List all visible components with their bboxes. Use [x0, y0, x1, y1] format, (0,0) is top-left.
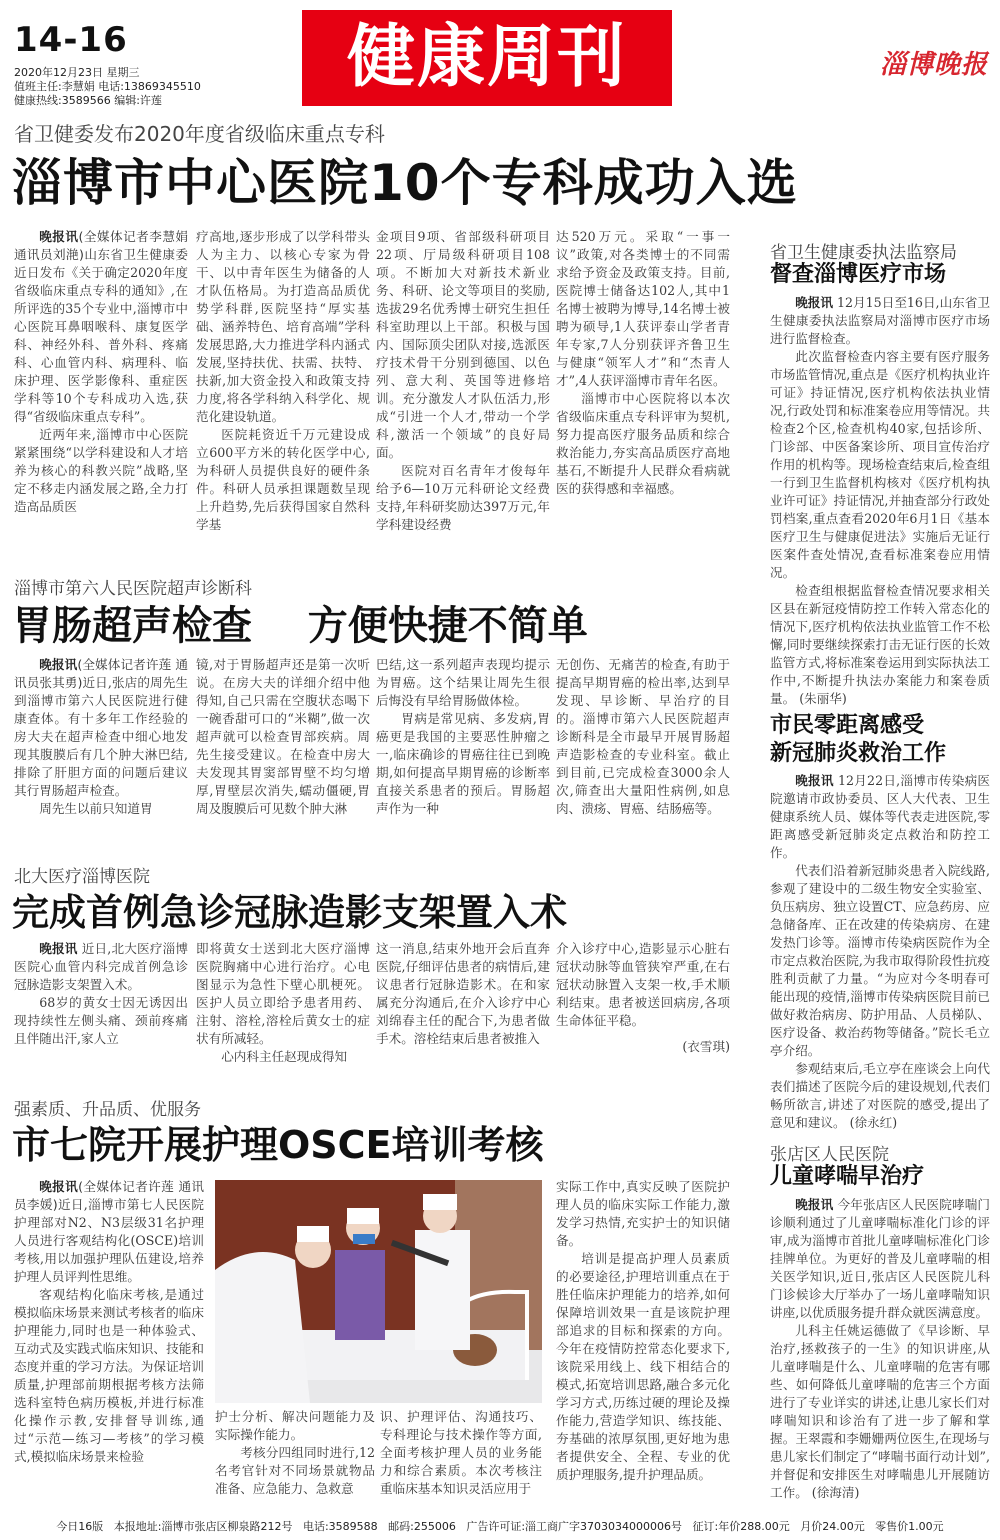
footer-info: 今日16版 本报地址:淄博市张店区柳泉路212号 电话:3589588 邮码:255006 广告许可证:淄工商广字3703034000006号 征订:年价288.00元 月价24.00元 零售价1.00元 [56, 1520, 944, 1533]
sidebar3-headline: 儿童哮喘早治疗 [770, 1164, 925, 1189]
hotline: 健康热线:3589566 编辑:许莲 [14, 94, 162, 107]
sidebar2-signature: (徐永红) [849, 1115, 898, 1130]
sidebar2-body: 晚报讯 12月22日,淄博市传染病医院邀请市政协委员、区人大代表、卫生健康系统人员、媒体等代表走进医院,零距离感受新冠肺炎定点救治和防控工作。 代表们沿着新冠肺炎患者入院线路,参观了建设中的二级生物安全实验室、负压病房、独立设置CT、应急药房、应急储备库、正在改建的传染病房、在建发热门诊等。淄博市传染病医院作为全市定点救治医院,为我市取得阶段性抗疫胜利贡献了力量。“为应对今冬明春可能出现的疫情,淄博市传染病医院目前已做好救治病房、防护用品、人员梯队、医疗设备、救治药物等储备。”院长毛立亭介绍。 参观结束后,毛立亭在座谈会上向代表们描述了医院今后的建设规划,代表们畅所欲言,讲述了对医院的感受,提出了意见和建议。 (徐永红) [770, 773, 990, 1130]
sidebar3-kicker: 张店区人民医院 [770, 1145, 889, 1165]
article1-kicker: 省卫健委发布2020年度省级临床重点专科 [14, 122, 385, 146]
byline: (全媒体记者李慧娟 通讯员刘滟) [14, 229, 188, 262]
article4-headline: 市七院开展护理OSCE培训考核 [12, 1123, 544, 1167]
newspaper-logo: 淄博晚报 [880, 50, 989, 80]
article3-kicker: 北大医疗淄博医院 [14, 867, 150, 887]
page-range: 14-16 [14, 20, 128, 60]
article2-kicker: 淄博市第六人民医院超声诊断科 [14, 579, 252, 599]
article3-column-4: 介入诊疗中心,造影显示心脏右冠状动脉等血管狭窄严重,在右冠状动脉置入支架一枚,手术顺利结束。患者被送回病房,各项生命体征平稳。 (衣雪琪) [556, 941, 730, 1054]
article3-column-2: 即将黄女士送到北大医疗淄博医院胸痛中心进行治疗。心电图显示为急性下壁心肌梗死。医护人员立即给予患者用药、注射、溶栓,溶栓后黄女士的症状有所减轻。 心内科主任赵现成得知 [196, 941, 370, 1064]
article4-column-4: 实际工作中,真实反映了医院护理人员的临床实际工作能力,激发学习热情,充实护士的知识储备。 培训是提高护理人员素质的必要途径,护理培训重点在于胜任临床护理能力的培养,如何保障培训效果一直是该院护理部追求的目标和探索的方向。今年在疫情防控常态化要求下,该院采用线上、线下相结合的模式,拓宽培训思路,融合多元化学习方式,历练过硬的理论及操作能力,营造学知识、练技能、夯基础的浓厚氛围,更好地为患者提供安全、全程、专业的优质护理服务,提升护理品质。 [556, 1179, 730, 1482]
sidebar1-kicker: 省卫生健康委执法监察局 [770, 243, 957, 263]
article4-column-2: 护士分析、解决问题能力及实际操作能力。 考核分四组同时进行,12名考官针对不同场景就物品准备、应急能力、急救意 [215, 1409, 375, 1496]
article3-headline: 完成首例急诊冠脉造影支架置入术 [12, 891, 567, 934]
photo-illustration [215, 1180, 542, 1403]
article2-column-1: 晚报讯(全媒体记者许莲 通讯员张其勇)近日,张店的周先生到淄博市第六人民医院进行健康查体。有十多年工作经验的房大夫在超声检查中细心地发现其腹膜后有几个肿大淋巴结,排除了肝胆方面的问题后建议其行胃肠超声检查。 周先生以前只知道胃 [14, 657, 188, 816]
article2-column-3: 巴结,这一系列超声表现均提示为胃癌。这个结果让周先生很后悔没有早给胃肠做体检。 胃病是常见病、多发病,胃癌更是我国的主要恶性肿瘤之一,临床确诊的胃癌往往已到晚期,如何提高早期胃癌的诊断率直接关系患者的预后。胃肠超声作为一种 [376, 657, 550, 816]
article3-column-1: 晚报讯 近日,北大医疗淄博医院心血管内科完成首例急诊冠脉造影支架置入术。 68岁的黄女士因无诱因出现持续性左侧头痛、颈前疼痛且伴随出汗,家人立 [14, 941, 188, 1046]
article2-column-4: 无创伤、无痛苦的检查,有助于提高早期胃癌的检出率,达到早发现、早诊断、早治疗的目的。淄博市第六人民医院超声诊断科是全市最早开展胃肠超声造影检查的专业科室。截止到目前,已完成检查3000余人次,筛查出大量阳性病例,如息肉、溃疡、胃癌、结肠癌等。 [556, 657, 730, 816]
article2-headline: 胃肠超声检查 方便快捷不简单 [12, 603, 588, 649]
article1-column-1: 晚报讯(全媒体记者李慧娟 通讯员刘滟)山东省卫生健康委近日发布《关于确定2020年度省级临床重点专科的通知》,在所评选的35个专业中,淄博市中心医院耳鼻咽喉科、康复医学科、神经外科、普外科、疼痛科、心血管内科、病理科、临床护理、医学影像科、重症医学科等10个专科成功入选,获得“省级临床重点专科”。 近两年来,淄博市中心医院紧紧围绕“以学科建设和人才培养为核心的科教兴院”战略,坚定不移走内涵发展之路,全力打造高品质医 [14, 229, 189, 514]
lead-tag: 晚报讯 [39, 229, 79, 244]
article3-column-3: 这一消息,结束外地开会后直奔医院,仔细评估患者的病情后,建议患者行冠脉造影术。在和家属充分沟通后,在介入诊疗中心刘绵春主任的配合下,为患者做手术。溶栓结束后患者被推入 [376, 941, 550, 1046]
nurses-training-photo [215, 1180, 542, 1403]
sidebar1-headline: 督查淄博医疗市场 [770, 262, 947, 287]
article2-column-2: 镜,对于胃肠超声还是第一次听说。在房大夫的详细介绍中他得知,自己只需在空腹状态喝下一碗香甜可口的“米糊”,做一次超声就可以检查胃部疾病。周先生接受建议。在检查中房大夫发现其胃窦部胃壁不均匀增厚,胃壁层次消失,蠕动僵硬,胃周及腹膜后可见数个肿大淋 [196, 657, 370, 816]
article1-column-2: 疗高地,逐步形成了以学科带头人为主力、以核心专家为骨干、以中青年医生为储备的人才队伍格局。为打造高品质优势学科群,医院坚持“厚实基础、涵养特色、培育高端”学科发展思路,大力推进学科内涵式发展,坚持扶优、扶需、扶特、扶新,加大资金投入和政策支持力度,将各学科纳入科学化、规范化建设轨道。 医院耗资近千万元建设成立600平方米的转化医学中心,为科研人员提供良好的硬件条件。科研人员承担课题数呈现上升趋势,先后获得国家自然科学基 [196, 229, 370, 532]
sidebar3-body: 晚报讯 今年张店区人民医院哮喘门诊顺利通过了儿童哮喘标准化门诊的评审,成为淄博市首批儿童哮喘标准化门诊挂牌单位。为更好的普及儿童哮喘的相关医学知识,近日,张店区人民医院儿科门诊候诊大厅举办了一场儿童哮喘知识讲座,以优质服务提升群众就医满意度。 儿科主任姚运德做了《早诊断、早治疗,拯救孩子的一生》的知识讲座,从儿童哮喘是什么、儿童哮喘的危害有哪些、如何降低儿童哮喘的危害三个方面进行了专业详实的讲述,让患儿家长们对哮喘知识和诊治有了进一步了解和掌握。王翠霞和李姗姗两位医生,在现场与患儿家长们制定了“哮喘书面行动计划”,并督促和安排医生对哮喘患儿开展随访工作。 (徐海清) [770, 1197, 991, 1500]
duty-editor: 值班主任:李慧娟 电话:13869345510 [14, 80, 201, 93]
sidebar3-signature: (徐海清) [811, 1485, 860, 1500]
article1-column-3: 金项目9项、省部级科研项目22项、厅局级科研项目108项。不断加大对新技术新业务、科研、论文等项目的奖励,选拔29名优秀博士研究生担任科室助理以上干部。积极与国内、国际顶尖团队对接,选派医疗技术骨干分别到德国、以色列、意大利、英国等进修培训。充分激发人才队伍活力,形成“引进一个人才,带动一个学科,激活一个领域”的良好局面。 医院对百名青年才俊每年给予6—10万元科研论文经费支持,年科研奖励达397万元,年学科建设经费 [376, 229, 550, 532]
edition-info [14, 66, 201, 108]
article4-kicker: 强素质、升品质、优服务 [14, 1100, 201, 1120]
article4-column-1: 晚报讯(全媒体记者许莲 通讯员李媛)近日,淄博市第七人民医院护理部对N2、N3层级31名护理人员进行客观结构化(OSCE)培训考核,用以加强护理队伍建设,培养护理人员评判性思维。 客观结构化临床考核,是通过模拟临床场景来测试考核者的临床护理能力,同时也是一种体验式、互动式及实践式临床知识、技能和态度并重的学习方法。为保证培训质量,护理部前期根据考核方法筛选科室特色病历模板,并进行标准化操作示教,安排督导训练,通过“示范—练习—考核”的学习模式,模拟临床场景来检验 [14, 1179, 205, 1464]
issue-date: 2020年12月23日 星期三 [14, 66, 140, 79]
sidebar1-signature: (朱丽华) [799, 691, 847, 706]
article1-headline: 淄博市中心医院10个专科成功入选 [12, 154, 798, 212]
section-banner: 健康周刊 [302, 10, 672, 106]
sidebar1-body: 晚报讯 12月15日至16日,山东省卫生健康委执法监察局对淄博市医疗市场进行监督检查。 此次监督检查内容主要有医疗服务市场监管情况,重点是《医疗机构执业许可证》持证情况,医疗机构依法执业情况,行政处罚和标准案卷应用等情况。共检查2个区,检查机构40家,包括诊所、门诊部、中医备案诊所、项目宣传治疗作用的机构等。现场检查结束后,检查组一行到卫生监督机构核对《医疗机构执业许可证》持证情况,并抽查部分行政处罚档案,重点查看2020年6月1日《基本医疗卫生与健康促进法》实施后无证行医案件查处情况,查看标准案卷应用情况。 检查组根据监督检查情况要求相关区县在新冠疫情防控工作转入常态化的情况下,医疗机构依法执业监管工作不松懈,同时要继续探索打击无证行医的长效监管方式,将标准案卷运用到实际执法工作中,不断提升执法办案能力和案卷质量。 (朱丽华) [770, 295, 990, 706]
article4-column-3: 识、护理评估、沟通技巧、专科理论与技术操作等方面,全面考核护理人员的业务能力和综合素质。本次考核注重临床基本知识灵活应用于 [380, 1409, 542, 1496]
article3-signature: (衣雪琪) [682, 1039, 730, 1054]
sidebar2-headline: 市民零距离感受 新冠肺炎救治工作 [770, 713, 947, 766]
article1-column-4: 达520万元。采取“一事一议”政策,对各类博士的不同需求给予资金及政策支持。目前,医院博士储备达102人,其中1名博士被聘为博导,14名博士被聘为硕导,1人获评泰山学者青年专家,7人分别获评齐鲁卫生与健康“领军人才”和“杰青人才”,4人获评淄博市青年名医。 淄博市中心医院将以本次省级临床重点专科评审为契机,努力提高医疗服务品质和综合救治能力,夯实高品质医疗高地基石,不断提升人民群众看病就医的获得感和幸福感。 [556, 229, 730, 496]
